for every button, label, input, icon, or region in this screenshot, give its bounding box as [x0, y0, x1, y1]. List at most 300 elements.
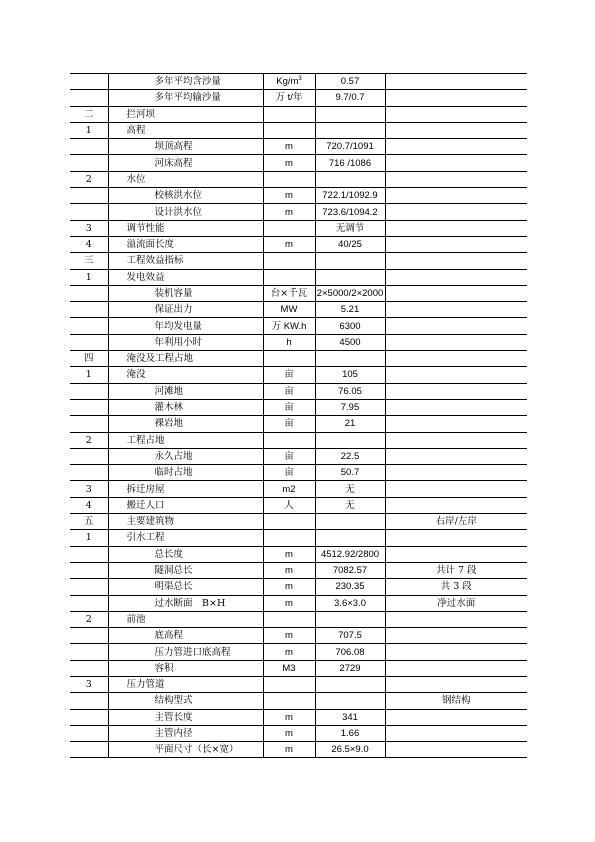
row-value: [315, 676, 385, 692]
row-unit: [263, 432, 315, 448]
row-number: [70, 90, 108, 106]
row-value-text: 720.7/1091: [326, 141, 374, 153]
row-name: [108, 693, 263, 709]
row-number-text: 五: [83, 516, 94, 528]
row-number-text: 2: [85, 613, 92, 625]
row-value-text: 722.1/1092.9: [322, 190, 378, 202]
table-row: [70, 236, 527, 252]
row-value-text: 1.66: [340, 728, 360, 740]
row-value: [315, 693, 385, 709]
table-row: [70, 285, 527, 301]
row-unit: [263, 220, 315, 236]
row-value: [315, 204, 385, 220]
row-number: [70, 530, 108, 546]
row-value-text: 2729: [339, 662, 361, 674]
row-note: [385, 497, 527, 513]
row-unit: [263, 530, 315, 546]
row-number: [70, 725, 108, 741]
row-number: [70, 693, 108, 709]
row-name: [108, 611, 263, 627]
row-note-text: 净过水面: [437, 597, 476, 609]
row-note: [385, 74, 527, 90]
row-number: [70, 351, 108, 367]
row-note: [385, 676, 527, 692]
row-number: [70, 236, 108, 252]
row-unit-text: m: [285, 206, 293, 218]
row-name-text: 压力管道: [126, 679, 165, 691]
row-number-text: 2: [85, 173, 92, 185]
row-name: [108, 285, 263, 301]
row-note: [385, 530, 527, 546]
row-unit: [263, 448, 315, 464]
row-unit-text: m: [285, 565, 293, 577]
row-number: [70, 269, 108, 285]
row-unit-text: MW: [280, 304, 298, 316]
row-name: [108, 204, 263, 220]
row-number: [70, 318, 108, 334]
row-name-text: 调节性能: [126, 222, 165, 234]
table-row: [70, 139, 527, 155]
row-value: [315, 530, 385, 546]
row-note: [385, 253, 527, 269]
row-note: [385, 367, 527, 383]
row-value: [315, 628, 385, 644]
table-row: [70, 481, 527, 497]
row-number: [70, 383, 108, 399]
row-value: [315, 253, 385, 269]
row-value: [315, 367, 385, 383]
table-row: [70, 253, 527, 269]
row-unit: [263, 269, 315, 285]
row-value-text: 5.21: [340, 304, 360, 316]
row-number: [70, 676, 108, 692]
row-unit: [263, 334, 315, 350]
table-row: [70, 562, 527, 578]
row-unit-text: 亩: [284, 385, 294, 397]
row-name: [108, 399, 263, 415]
row-value-text: 无: [345, 483, 355, 495]
row-note: [385, 628, 527, 644]
row-name-text: 年均发电量: [154, 320, 203, 332]
row-name: [108, 351, 263, 367]
row-name-text: 装机容量: [154, 288, 193, 299]
row-note: [385, 155, 527, 171]
row-name-text: 隧洞总长: [154, 565, 193, 577]
row-number: [70, 595, 108, 611]
row-name: [108, 155, 263, 171]
row-value-text: 716 /1086: [328, 157, 372, 169]
row-name-text: 压力管进口底高程: [154, 646, 231, 658]
row-unit: [263, 367, 315, 383]
row-name-text: 拦河坝: [126, 108, 156, 120]
row-unit: [263, 628, 315, 644]
row-note: [385, 611, 527, 627]
row-note: [385, 334, 527, 350]
row-unit-text: 万 KW.h: [271, 320, 307, 332]
row-number-text: 4: [85, 239, 92, 251]
row-number: [70, 285, 108, 301]
row-unit: [263, 204, 315, 220]
row-number-text: 1: [85, 271, 92, 283]
row-unit: [263, 90, 315, 106]
table-row: [70, 725, 527, 741]
row-name-text: 裸岩地: [154, 418, 184, 430]
row-unit: [263, 611, 315, 627]
row-unit: [263, 481, 315, 497]
row-unit: [263, 644, 315, 660]
row-unit: [263, 188, 315, 204]
row-unit: [263, 416, 315, 432]
row-value-text: 26.5×9.0: [331, 744, 369, 756]
table-row: [70, 628, 527, 644]
row-name: [108, 74, 263, 90]
row-name: [108, 709, 263, 725]
row-note: [385, 709, 527, 725]
row-value: [315, 318, 385, 334]
row-note: [385, 139, 527, 155]
row-note: [385, 236, 527, 252]
table-row: [70, 106, 527, 122]
row-number: [70, 481, 108, 497]
row-number: [70, 514, 108, 530]
row-note: [385, 660, 527, 676]
row-unit-text: m: [285, 141, 293, 153]
row-number: [70, 448, 108, 464]
row-name: [108, 171, 263, 187]
row-unit: [263, 253, 315, 269]
row-value-text: 706.08: [335, 646, 365, 658]
row-unit-text: m2: [282, 483, 296, 495]
row-value-text: 9.7/0.7: [335, 92, 365, 104]
row-name-text: 水位: [126, 173, 146, 185]
table-row: [70, 74, 527, 90]
row-note: [385, 546, 527, 562]
row-unit-text: m: [285, 190, 293, 202]
row-note: [385, 693, 527, 709]
row-number: [70, 155, 108, 171]
row-note: [385, 351, 527, 367]
row-name-text: 总长度: [154, 548, 184, 560]
row-name-text: 溢流面长度: [126, 239, 175, 251]
row-name: [108, 530, 263, 546]
row-unit: [263, 318, 315, 334]
row-number: [70, 709, 108, 725]
row-number-text: 2: [85, 434, 92, 446]
row-number-text: 四: [83, 353, 94, 365]
row-number: [70, 465, 108, 481]
row-name: [108, 383, 263, 399]
table-row: [70, 334, 527, 350]
row-note: [385, 448, 527, 464]
row-note: [385, 742, 527, 758]
row-name-text: 发电效益: [126, 271, 165, 283]
row-value-text: 22.5: [340, 450, 360, 462]
row-number: [70, 416, 108, 432]
row-name-text: 临时占地: [154, 467, 193, 479]
row-value: [315, 155, 385, 171]
row-unit: [263, 693, 315, 709]
row-value-text: 6300: [339, 320, 361, 332]
row-note: [385, 171, 527, 187]
row-value-text: 2×5000/2×2000: [316, 288, 384, 299]
row-note: [385, 318, 527, 334]
row-unit: [263, 660, 315, 676]
row-note: [385, 465, 527, 481]
table-body: [70, 74, 527, 758]
row-note: [385, 481, 527, 497]
row-unit-text: m: [285, 581, 293, 593]
row-name: [108, 497, 263, 513]
row-number-text: 1: [85, 532, 92, 544]
row-number: [70, 106, 108, 122]
row-value: [315, 171, 385, 187]
row-unit-text: m: [285, 239, 293, 251]
row-value: [315, 546, 385, 562]
row-value: [315, 465, 385, 481]
row-name: [108, 318, 263, 334]
row-number: [70, 546, 108, 562]
row-unit: [263, 742, 315, 758]
row-unit: [263, 465, 315, 481]
row-name: [108, 514, 263, 530]
table-row: [70, 579, 527, 595]
table-row: [70, 465, 527, 481]
row-value-text: 707.5: [338, 630, 362, 642]
row-name-text: 主要建筑物: [126, 516, 175, 528]
row-name: [108, 448, 263, 464]
row-value-text: 341: [342, 711, 358, 723]
row-note: [385, 302, 527, 318]
row-name: [108, 269, 263, 285]
row-value: [315, 611, 385, 627]
row-value-text: 无: [345, 499, 355, 511]
row-unit: [263, 171, 315, 187]
row-note: [385, 644, 527, 660]
row-note: [385, 579, 527, 595]
row-value: [315, 383, 385, 399]
row-unit-text: 亩: [284, 450, 294, 462]
row-unit-text: M3: [282, 662, 296, 674]
row-name-text: 永久占地: [154, 450, 193, 462]
row-note: [385, 416, 527, 432]
row-name: [108, 595, 263, 611]
row-number: [70, 139, 108, 155]
row-value: [315, 725, 385, 741]
table-row: [70, 693, 527, 709]
row-name-text: 灌木林: [154, 402, 184, 414]
row-number: [70, 220, 108, 236]
row-value: [315, 188, 385, 204]
row-value: [315, 579, 385, 595]
row-note-text: 钢结构: [441, 695, 471, 707]
table-row: [70, 595, 527, 611]
row-number: [70, 497, 108, 513]
row-number-text: 3: [85, 679, 92, 691]
row-unit: [263, 122, 315, 138]
table-row: [70, 269, 527, 285]
row-note: [385, 399, 527, 415]
row-name-text: 拆迁房屋: [126, 483, 165, 495]
row-note: [385, 725, 527, 741]
row-value: [315, 644, 385, 660]
row-name: [108, 432, 263, 448]
row-unit-text: m: [285, 711, 293, 723]
row-unit: [263, 351, 315, 367]
row-name: [108, 367, 263, 383]
row-note: [385, 106, 527, 122]
row-note: [385, 90, 527, 106]
row-note-text: 共计 7 段: [435, 565, 477, 577]
row-number-text: 二: [83, 108, 94, 120]
row-value-text: 7082.57: [332, 565, 368, 577]
row-number-text: 1: [85, 369, 92, 381]
table-row: [70, 416, 527, 432]
row-name-text: 坝顶高程: [154, 141, 193, 153]
row-number: [70, 188, 108, 204]
row-number: [70, 302, 108, 318]
row-value-text: 0.57: [340, 76, 360, 88]
row-name: [108, 334, 263, 350]
row-name-text: 搬迁人口: [126, 499, 165, 511]
unit-superscript: 3: [298, 75, 302, 82]
row-number: [70, 399, 108, 415]
row-note: [385, 220, 527, 236]
row-name-text: 过水断面 B×H: [154, 597, 226, 609]
row-value: [315, 497, 385, 513]
table-row: [70, 432, 527, 448]
row-value-text: 3.6×3.0: [334, 597, 366, 609]
row-unit-text: 亩: [284, 467, 294, 479]
row-unit: [263, 709, 315, 725]
row-number: [70, 367, 108, 383]
row-note: [385, 188, 527, 204]
row-value: [315, 742, 385, 758]
row-value: [315, 514, 385, 530]
row-note: [385, 595, 527, 611]
row-name: [108, 660, 263, 676]
parameter-table: [70, 73, 527, 758]
row-note: [385, 562, 527, 578]
row-number: [70, 742, 108, 758]
row-value: [315, 269, 385, 285]
row-number: [70, 628, 108, 644]
row-value-text: 无调节: [335, 222, 365, 234]
row-unit-text: m: [285, 646, 293, 658]
row-note: [385, 204, 527, 220]
row-name: [108, 188, 263, 204]
row-value: [315, 562, 385, 578]
row-value-text: 40/25: [338, 239, 362, 251]
row-unit: [263, 562, 315, 578]
row-value-text: 4512.92/2800: [320, 548, 380, 560]
row-unit: [263, 399, 315, 415]
row-value: [315, 285, 385, 301]
row-unit: [263, 74, 315, 90]
row-name-text: 多年平均含沙量: [154, 76, 222, 88]
table-row: [70, 351, 527, 367]
row-unit: [263, 514, 315, 530]
row-name-text: 前池: [126, 613, 146, 625]
row-note: [385, 514, 527, 530]
table-row: [70, 318, 527, 334]
row-name-text: 引水工程: [126, 532, 165, 544]
row-number: [70, 611, 108, 627]
row-unit-text: 万 t/年: [275, 92, 303, 104]
row-name: [108, 628, 263, 644]
row-unit: [263, 546, 315, 562]
row-number: [70, 74, 108, 90]
row-unit: [263, 106, 315, 122]
row-unit: [263, 302, 315, 318]
row-unit: [263, 155, 315, 171]
row-value-text: 50.7: [340, 467, 360, 479]
row-value: [315, 448, 385, 464]
row-number: [70, 334, 108, 350]
row-unit-text: m: [285, 548, 293, 560]
row-name-text: 年利用小时: [154, 336, 203, 348]
row-name-text: 明渠总长: [154, 581, 193, 593]
row-note: [385, 122, 527, 138]
row-name: [108, 546, 263, 562]
row-name-text: 工程占地: [126, 434, 165, 446]
row-unit-text: m: [285, 630, 293, 642]
table-row: [70, 204, 527, 220]
row-unit: [263, 595, 315, 611]
row-number: [70, 253, 108, 269]
table-row: [70, 742, 527, 758]
row-value: [315, 660, 385, 676]
table-row: [70, 497, 527, 513]
row-name: [108, 90, 263, 106]
row-unit-text: m: [285, 157, 293, 169]
row-value-text: 230.35: [335, 581, 365, 593]
row-value-text: 105: [342, 369, 358, 381]
row-unit: [263, 676, 315, 692]
row-unit-text: m: [285, 728, 293, 740]
row-name: [108, 465, 263, 481]
row-value: [315, 432, 385, 448]
row-unit-text: m: [285, 744, 293, 756]
row-name-text: 工程效益指标: [126, 255, 184, 267]
table-row: [70, 709, 527, 725]
row-value: [315, 122, 385, 138]
row-name: [108, 416, 263, 432]
table-row: [70, 367, 527, 383]
table-row: [70, 155, 527, 171]
row-number-text: 1: [85, 125, 92, 137]
row-name-text: 主管内径: [154, 728, 193, 740]
table-row: [70, 220, 527, 236]
row-number: [70, 432, 108, 448]
row-value-text: 4500: [339, 336, 361, 348]
table-row: [70, 188, 527, 204]
row-number-text: 3: [85, 222, 92, 234]
table-row: [70, 399, 527, 415]
row-name-text: 主管长度: [154, 711, 193, 723]
row-name-text: 多年平均输沙量: [154, 92, 222, 104]
row-number-text: 4: [85, 499, 92, 511]
row-name-text: 高程: [126, 125, 146, 137]
row-number: [70, 204, 108, 220]
row-name-text: 设计洪水位: [154, 206, 203, 218]
table-row: [70, 546, 527, 562]
row-name-text: 底高程: [154, 630, 184, 642]
row-value-text: 76.05: [338, 385, 362, 397]
row-name: [108, 644, 263, 660]
row-number: [70, 171, 108, 187]
row-name: [108, 106, 263, 122]
row-name-text: 平面尺寸（长×宽）: [154, 744, 239, 756]
